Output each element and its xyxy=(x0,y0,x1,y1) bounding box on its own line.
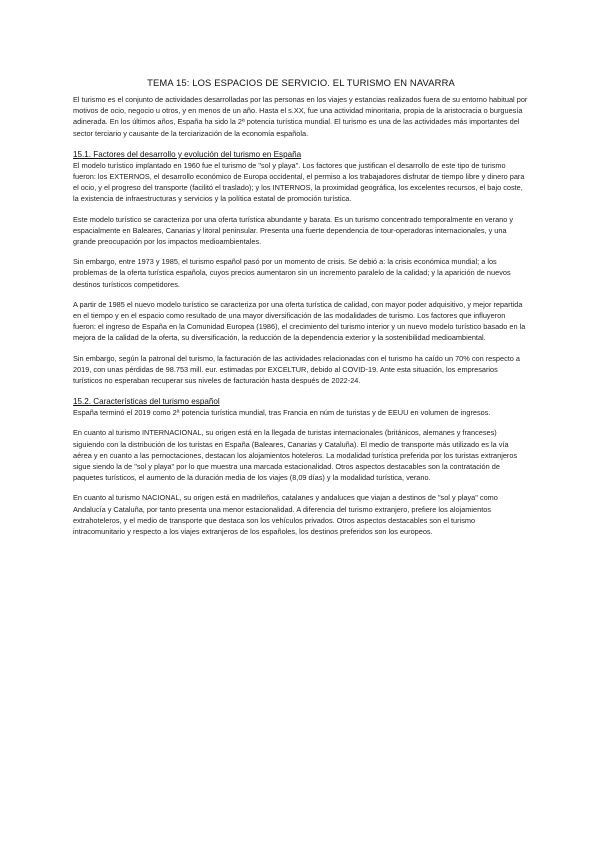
intro-paragraph: El turismo es el conjunto de actividades desarrolladas por las personas en los viajes y estancias realizados fuera de su entorno habitual por motivos de ocio, negocio u otros, y en menos de un año. Hasta el s.XX, fue una actividad minoritaria, propia de la aristocracia o burguesía adinerada. En los últimos años, España ha sido la 2ª potencia turística mundial. El turismo es una de las actividades más importantes del sector terciario y causante de la terciarización de la economía española. xyxy=(73,95,528,138)
section1-paragraph: Sin embargo, según la patronal del turismo, la facturación de las actividades relacionadas con el turismo ha caído un 70% con respecto a 2019, con unas pérdidas de 98.753 mill. eur. estimadas por EXCELTUR, debido al COVID-19. Ante esta situación, los empresarios turísticos no esperaban recuperar sus niveles de facturación hasta después de 2022-24. xyxy=(73,353,521,386)
section-heading-2: 15.2. Características del turismo español xyxy=(73,397,220,407)
section2-paragraph: En cuanto al turismo NACIONAL, su origen está en madrileños, catalanes y andaluces que viajan a destinos de "sol y playa" como Andalucía y Cataluña, por tanto presenta una menor estacionalidad. A diferencia del turismo extranjero, prefiere los alojamientos extrahoteleros, y el medio de transporte que destaca son los vehículos privados. Otros aspectos destacables son el turismo intracomunitario y respecto a los viajes extranjeros de los españoles, los destinos preferidos son los europeos. xyxy=(73,493,498,537)
page-content xyxy=(73,77,529,546)
section1-paragraph: Sin embargo, entre 1973 y 1985, el turismo español pasó por un momento de crisis. Se debió a: la crisis económica mundial; a los problemas de la oferta turística española, cuyos precios aumentaron sin un incremento paralelo de la calidad; y la aparición de nuevos destinos turísticos competidores. xyxy=(73,257,511,289)
section-heading-1: 15.1. Factores del desarrollo y evolución del turismo en España xyxy=(73,149,302,159)
section1-paragraph: El modelo turístico implantado en 1960 fue el turismo de "sol y playa". Los factores que justifican el desarrollo de este tipo de turismo fueron: los EXTERNOS, el desarrollo económico de Europa occidental, el permiso a los trabajadores disfrutar de tiempo libre y dinero para el ocio, y el progreso del transporte (facilitó el traslado); y los INTERNOS, la proximidad geográfica, los excelentes recursos, el bajo coste, la existencia de infraestructuras y servicios y la política estatal de promoción turística. xyxy=(73,160,525,204)
page-title: TEMA 15: LOS ESPACIOS DE SERVICIO. EL TURISMO EN NAVARRA xyxy=(147,77,455,88)
section2-paragraph: España terminó el 2019 como 2ª potencia turística mundial, tras Francia en núm de turistas y de EEUU en volumen de ingresos. xyxy=(73,408,491,418)
section2-paragraph: En cuanto al turismo INTERNACIONAL, su origen está en la llegada de turistas internacionales (británicos, alemanes y franceses) siguiendo con la distribución de los turistas en España (Baleares, Canarias y Cataluña). El medio de transporte más utilizado es la vía aérea y en cuanto a las pernoctaciones, destacan los alojamientos hoteleros. La modalidad turística preferida por los turistas extranjeros sigue siendo la de "sol y playa" por lo que muestra una marcada estacionalidad. Otros aspectos destacables son la contratación de paquetes turísticos, el aumento de la duración media de los viajes (8,09 días) y la modalidad turística, verano. xyxy=(73,428,518,483)
section1-paragraph: Este modelo turístico se caracteriza por una oferta turística abundante y barata. Es un turismo concentrado temporalmente en verano y espacialmente en Baleares, Canarias y litoral peninsular. Presenta una fuerte dependencia de tour-operadoras internacionales, y una grande preocupación por los impactos medioambientales. xyxy=(73,214,514,247)
section1-paragraph: A partir de 1985 el nuevo modelo turístico se caracteriza por una oferta turística de calidad, con mayor poder adquisitivo, y mejor repartida en el tiempo y en el espacio como resultado de una mayor diversificación de las modalidades de turismo. Los factores que influyeron fueron: el ingreso de España en la Comunidad Europea (1986), el crecimiento del turismo interior y un nuevo modelo turístico basado en la mejora de la calidad de la oferta, su diversificación, la reducción de la dependencia exterior y la sostenibilidad medioambiental. xyxy=(73,299,526,343)
